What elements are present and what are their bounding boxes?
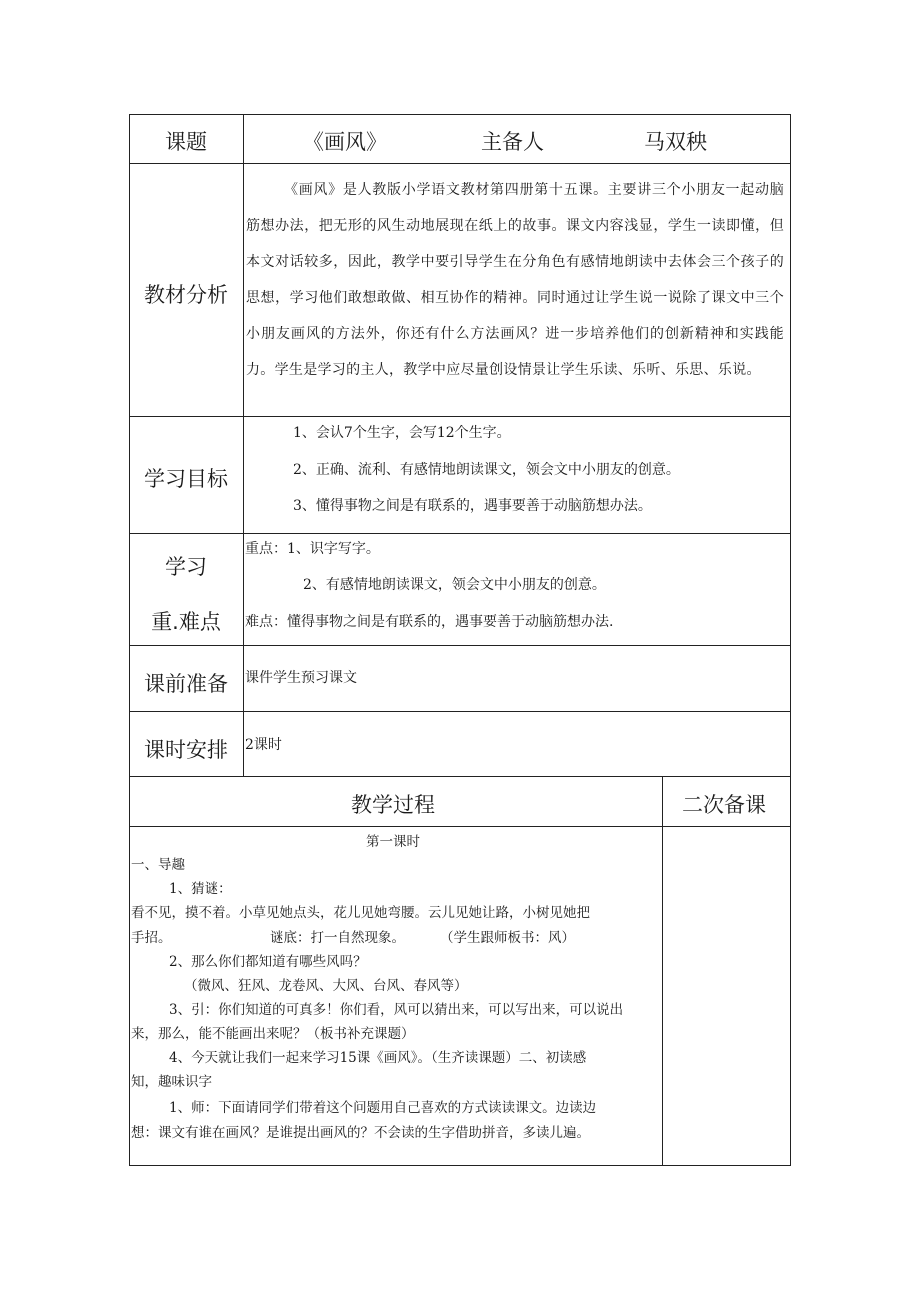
- prep-label: 课前准备: [144, 672, 228, 696]
- process-header: 教学过程: [351, 793, 435, 817]
- row-divider-analysis: [129, 416, 791, 417]
- table-top-border: [129, 114, 791, 115]
- lead-preparer-name: 马双秧: [644, 130, 707, 154]
- row-divider-process-header: [129, 826, 791, 827]
- prep-value: 课件学生预习课文: [245, 670, 357, 686]
- lesson-period-title: 第一课时: [366, 834, 420, 850]
- process-line-4b: 谜底：打一自然现象。: [270, 930, 405, 946]
- process-line-8: 来，那么，能不能画出来呢？（板书补充课题）: [131, 1026, 415, 1042]
- schedule-label: 课时安排: [144, 738, 228, 762]
- topic-label: 课题: [165, 130, 207, 154]
- process-line-2: 1、猜谜：: [169, 881, 232, 897]
- process-line-10: 知，趣味识字: [131, 1074, 212, 1090]
- process-line-1: 一、导趣: [131, 857, 185, 873]
- process-line-6: （微风、狂风、龙卷风、大风、台风、春风等）: [184, 978, 468, 994]
- analysis-label: 教材分析: [144, 283, 228, 307]
- second-prep-header: 二次备课: [682, 793, 766, 817]
- process-line-3: 看不见，摸不着。小草见她点头，花儿见她弯腰。云儿见她让路，小树见她把: [131, 905, 590, 921]
- row-divider-keypoints: [129, 645, 791, 646]
- schedule-value: 2课时: [245, 737, 282, 753]
- analysis-text: 《画风》是人教版小学语文教材第四册第十五课。主要讲三个小朋友一起动脑筋想办法，把无形的风生动地展现在纸上的故事。课文内容浅显，学生一读即懂，但本文对话较多，因此，教学中要引导学生在分角色有感情地朗读中去体会三个孩子的思想，学习他们敢想敢做、相互协作的精神。同时通过让学生说一说除了课文中三个小朋友画风的方法外，你还有什么方法画风？进一步培养他们的创新精神和实践能力。学生是学习的主人，教学中应尽量创设情景让学生乐读、乐听、乐思、乐说。: [246, 182, 784, 378]
- keypoint-focus-2: 2、有感情地朗读课文，领会文中小朋友的创意。: [303, 577, 606, 593]
- table-right-border: [790, 114, 791, 1166]
- process-line-4a: 手招。: [131, 930, 172, 946]
- process-line-7: 3、引：你们知道的可真多！你们看，风可以猜出来，可以写出来，可以说出: [169, 1002, 624, 1018]
- lead-preparer-label: 主备人: [481, 130, 544, 154]
- row-divider-schedule: [129, 776, 791, 777]
- row-divider-prep: [129, 711, 791, 712]
- row-divider-goals: [129, 533, 791, 534]
- goal-item-2: 2、正确、流利、有感情地朗读课文，领会文中小朋友的创意。: [293, 462, 680, 478]
- keypoints-label-line2: 重.难点: [151, 610, 221, 634]
- keypoint-focus: 重点：1、识字写字。: [245, 541, 380, 557]
- row-divider-header: [129, 163, 791, 164]
- process-line-9: 4、今天就让我们一起来学习15课《画风》。（生齐读课题）二、初读感: [169, 1050, 587, 1066]
- table-bottom-border: [129, 1165, 791, 1166]
- label-column-divider: [243, 114, 244, 777]
- goal-item-3: 3、懂得事物之间是有联系的，遇事要善于动脑筋想办法。: [293, 498, 652, 514]
- process-line-5: 2、那么你们都知道有哪些风吗？: [169, 954, 367, 970]
- goals-label: 学习目标: [144, 467, 228, 491]
- lesson-title: 《画风》: [303, 130, 387, 154]
- process-line-11: 1、师：下面请同学们带着这个问题用自己喜欢的方式读读课文。边读边: [169, 1100, 597, 1116]
- process-line-4c: （学生跟师板书：风）: [440, 930, 575, 946]
- second-prep-column-divider: [662, 776, 663, 1166]
- goal-item-1: 1、会认7个生字，会写12个生字。: [293, 425, 511, 441]
- process-line-12: 想：课文有谁在画风？是谁提出画风的？不会读的生字借助拼音，多读儿遍。: [131, 1125, 590, 1141]
- keypoints-label-line1: 学习: [165, 555, 207, 579]
- keypoint-difficulty: 难点：懂得事物之间是有联系的，遇事要善于动脑筋想办法.: [245, 614, 614, 630]
- table-left-border: [129, 114, 130, 1166]
